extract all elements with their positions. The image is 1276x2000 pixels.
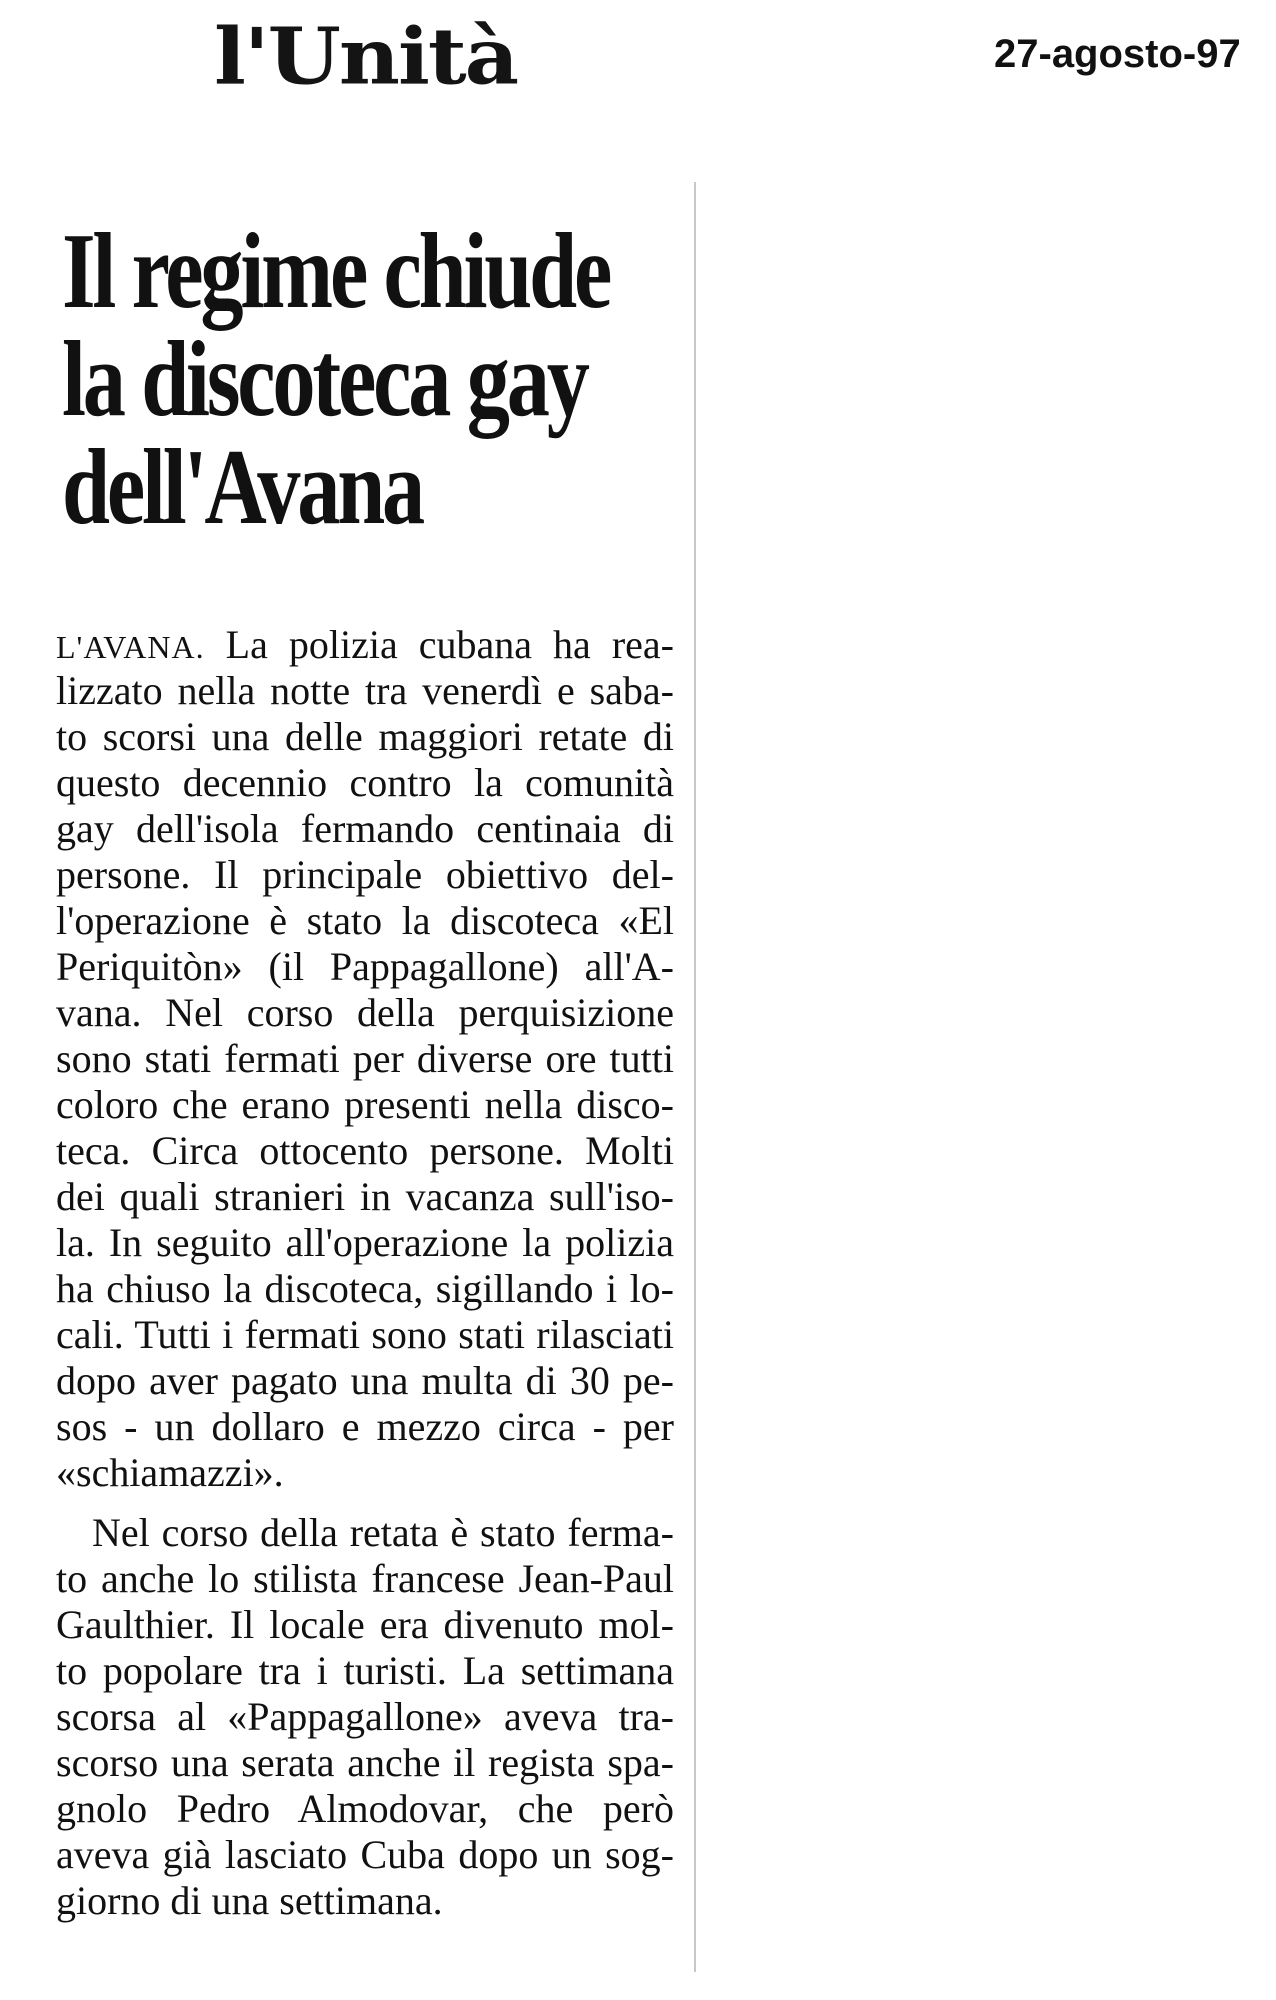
article-line: cali. Tutti i fermati sono stati rilasciati bbox=[56, 1312, 674, 1357]
article-line bbox=[56, 622, 674, 668]
article-line: giorno di una settimana. bbox=[56, 1878, 443, 1923]
article-line: to scorsi una delle maggiori retate di bbox=[56, 714, 674, 759]
article-line: dopo aver pagato una multa di 30 pe- bbox=[56, 1358, 674, 1403]
article-line: lizzato nella notte tra venerdì e saba- bbox=[56, 668, 674, 713]
article-line: Periquitòn» (il Pappagallone) all'A- bbox=[56, 944, 674, 989]
article-line: teca. Circa ottocento persone. Molti bbox=[56, 1128, 674, 1173]
article-line: sono stati fermati per diverse ore tutti bbox=[56, 1036, 674, 1081]
article-text: La polizia cubana ha rea- bbox=[204, 622, 674, 667]
headline-line: Il regime chiude bbox=[62, 212, 610, 331]
article-line: sos - un dollaro e mezzo circa - per bbox=[56, 1404, 674, 1449]
article-line: questo decennio contro la comunità bbox=[56, 760, 674, 805]
article-body bbox=[56, 622, 674, 1924]
article-line: l'operazione è stato la discoteca «El bbox=[56, 898, 674, 943]
headline-line: la discoteca gay bbox=[62, 320, 587, 439]
paragraph-gap bbox=[56, 1496, 674, 1510]
article-line: la. In seguito all'operazione la polizia bbox=[56, 1220, 674, 1265]
article-line: vana. Nel corso della perquisizione bbox=[56, 990, 674, 1035]
article-line: dei quali stranieri in vacanza sull'iso- bbox=[56, 1174, 674, 1219]
article-line: coloro che erano presenti nella disco- bbox=[56, 1082, 674, 1127]
article-line: ha chiuso la discoteca, sigillando i lo- bbox=[56, 1266, 674, 1311]
article-line: to anche lo stilista francese Jean-Paul bbox=[56, 1556, 674, 1601]
article-line: gnolo Pedro Almodovar, che però bbox=[56, 1786, 674, 1831]
dateline: L'AVANA. bbox=[56, 629, 205, 665]
article-line: Nel corso della retata è stato ferma- bbox=[92, 1510, 674, 1555]
article-line: to popolare tra i turisti. La settimana bbox=[56, 1648, 674, 1693]
article-line: Gaulthier. Il locale era divenuto mol- bbox=[56, 1602, 674, 1647]
article-line: scorsa al «Pappagallone» aveva tra- bbox=[56, 1694, 674, 1739]
headline bbox=[62, 212, 702, 547]
headline-line: dell'Avana bbox=[62, 428, 423, 547]
article-line: persone. Il principale obiettivo del- bbox=[56, 852, 674, 897]
article-line: gay dell'isola fermando centinaia di bbox=[56, 806, 674, 851]
masthead-logo: l'Unità bbox=[214, 10, 518, 102]
article-line: aveva già lasciato Cuba dopo un sog- bbox=[56, 1832, 674, 1877]
article-line: «schiamazzi». bbox=[56, 1450, 284, 1495]
article-line: scorso una serata anche il regista spa- bbox=[56, 1740, 674, 1785]
publication-date: 27-agosto-97 bbox=[994, 32, 1241, 76]
